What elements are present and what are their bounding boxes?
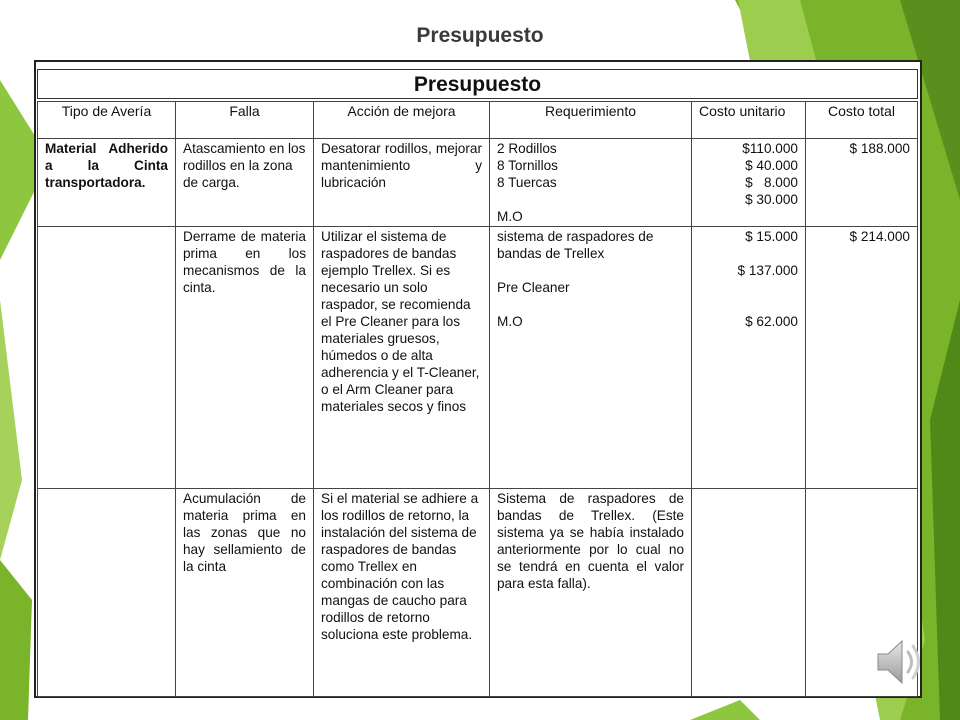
cell-costo-total: $ 188.000 xyxy=(806,139,918,227)
cell-tipo: Material Adherido a la Cinta transportadora. xyxy=(38,139,176,227)
cell-requerimiento: Sistema de raspadores de bandas de Trellex. (Este sistema ya se había instalado anteriormente por lo cual no se tendrá en cuenta el valor para esta falla). xyxy=(490,489,692,697)
req-gap xyxy=(497,262,684,279)
cost-gap xyxy=(699,279,798,296)
cell-costo-unitario xyxy=(692,227,806,489)
cell-costo-unitario xyxy=(692,139,806,227)
cost-line: $ 30.000 xyxy=(745,192,798,207)
header-tipo: Tipo de Avería xyxy=(38,102,176,139)
cell-falla: Acumulación de materia prima en las zonas que no hay sellamiento de la cinta xyxy=(176,489,314,697)
left-bottom-shape xyxy=(0,560,32,720)
header-falla: Falla xyxy=(176,102,314,139)
cost-line: $ 15.000 xyxy=(745,229,798,244)
cost-line: $ 8.000 xyxy=(745,175,798,190)
header-costo-total: Costo total xyxy=(806,102,918,139)
cost-line: $ 40.000 xyxy=(745,158,798,173)
req-line: 2 Rodillos xyxy=(497,141,557,156)
slide-title: Presupuesto xyxy=(416,24,544,47)
table-header-row xyxy=(38,102,918,139)
cost-gap xyxy=(699,245,798,262)
req-line: sistema de raspadores de bandas de Trellex xyxy=(497,229,654,261)
cell-accion: Desatorar rodillos, mejorar mantenimiento y lubricación xyxy=(314,139,490,227)
header-costo-unitario: Costo unitario xyxy=(692,102,806,139)
table-row xyxy=(38,139,918,227)
cell-costo-total: $ 214.000 xyxy=(806,227,918,489)
cell-tipo xyxy=(38,227,176,489)
req-line: 8 Tornillos xyxy=(497,158,558,173)
req-gap xyxy=(497,296,684,313)
table-row xyxy=(38,227,918,489)
req-line: 8 Tuercas xyxy=(497,175,557,190)
cell-falla: Derrame de materia prima en los mecanismos de la cinta. xyxy=(176,227,314,489)
header-accion: Acción de mejora xyxy=(314,102,490,139)
cost-gap xyxy=(699,296,798,313)
cell-falla: Atascamiento en los rodillos en la zona de carga. xyxy=(176,139,314,227)
budget-table xyxy=(37,101,918,697)
cell-accion: Utilizar el sistema de raspadores de bandas ejemplo Trellex. Si es necesario un solo raspador, se recomienda el Pre Cleaner para los materiales gruesos, húmedos o de alta adherencia y el T-Cleaner, o el Arm Cleaner para materiales secos y finos xyxy=(314,227,490,489)
header-requerimiento: Requerimiento xyxy=(490,102,692,139)
cell-requerimiento xyxy=(490,139,692,227)
cell-tipo xyxy=(38,489,176,697)
cell-costo-unitario xyxy=(692,489,806,697)
left-mid-triangle xyxy=(0,300,22,560)
cell-accion: Si el material se adhiere a los rodillos de retorno, la instalación del sistema de raspadores de bandas como Trellex en combinación con las mangas de caucho para rodillos de retorno soluciona este problema. xyxy=(314,489,490,697)
req-line: M.O xyxy=(497,209,523,224)
bottom-right-sliver xyxy=(690,700,760,720)
cell-requerimiento xyxy=(490,227,692,489)
table-row xyxy=(38,489,918,697)
cost-line: $110.000 xyxy=(742,141,798,156)
cost-line: $ 137.000 xyxy=(737,263,798,278)
req-line: M.O xyxy=(497,314,523,329)
cost-line: $ 62.000 xyxy=(745,314,798,329)
speaker-icon[interactable] xyxy=(870,632,930,692)
req-gap xyxy=(497,191,684,208)
req-line: Pre Cleaner xyxy=(497,280,570,295)
document-title: Presupuesto xyxy=(37,69,918,99)
